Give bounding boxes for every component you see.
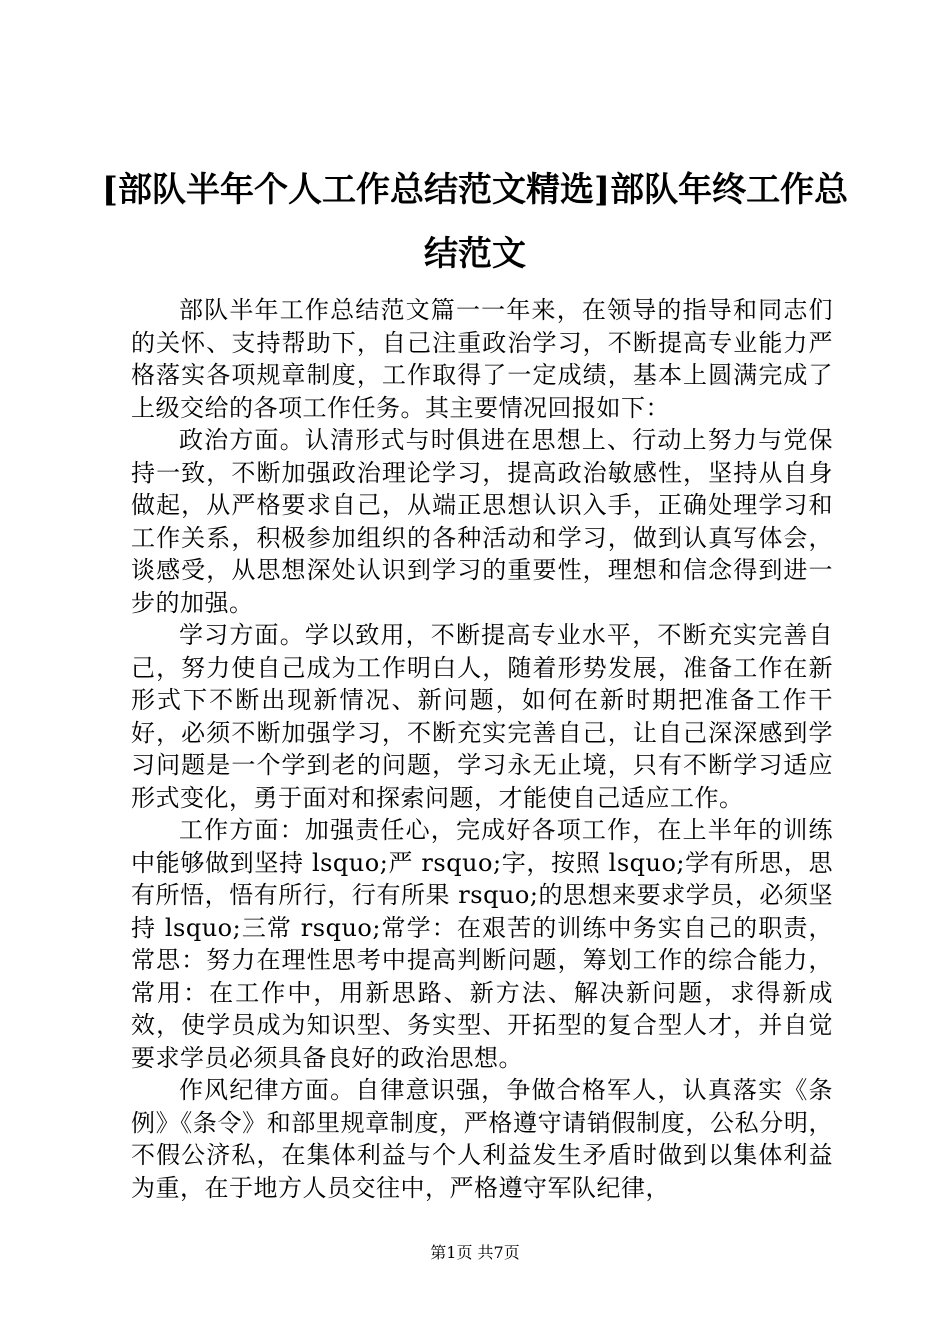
paragraph-discipline: 作风纪律方面。自律意识强，争做合格军人，认真落实《条例》《条令》和部里规章制度，严格遵守请销假制度，公私分明，不假公济私，在集体利益与个人利益发生矛盾时做到以集体利益为重，在于地方人员交往中，严格遵守军队纪律， <box>131 1076 833 1202</box>
document-title: [部队半年个人工作总结范文精选]部队年终工作总结范文 <box>101 170 849 274</box>
paragraph-intro: 部队半年工作总结范文篇一一年来，在领导的指导和同志们的关怀、支持帮助下，自己注重政治学习，不断提高专业能力严格落实各项规章制度，工作取得了一定成绩，基本上圆满完成了上级交给的各项工作任务。其主要情况回报如下： <box>131 296 833 422</box>
paragraph-work: 工作方面：加强责任心，完成好各项工作，在上半年的训练中能够做到坚持 lsquo;严 rsquo;字，按照 lsquo;学有所思，思有所悟，悟有所行，行有所果 rsquo;的思想来要求学员，必须坚持 lsquo;三常 rsquo;常学：在艰苦的训练中务实自己的职责，常思：努力在理性思考中提高判断问题，筹划工作的综合能力，常用：在工作中，用新思路、新方法、解决新问题，求得新成效，使学员成为知识型、务实型、开拓型的复合型人才，并自觉要求学员必须具备良好的政治思想。 <box>131 816 833 1072</box>
paragraph-study: 学习方面。学以致用，不断提高专业水平，不断充实完善自己，努力使自己成为工作明白人，随着形势发展，准备工作在新形式下不断出现新情况、新问题，如何在新时期把准备工作干好，必须不断加强学习，不断充实完善自己，让自己深深感到学习问题是一个学到老的问题，学习永无止境，只有不断学习适应形式变化，勇于面对和探索问题，才能使自己适应工作。 <box>131 621 833 812</box>
document-body <box>131 294 833 1204</box>
paragraph-politics: 政治方面。认清形式与时俱进在思想上、行动上努力与党保持一致，不断加强政治理论学习，提高政治敏感性，坚持从自身做起，从严格要求自己，从端正思想认识入手，正确处理学习和工作关系，积极参加组织的各种活动和学习，做到认真写体会，谈感受，从思想深处认识到学习的重要性，理想和信念得到进一步的加强。 <box>131 426 833 617</box>
page-footer: 第1页 共7页 <box>430 1243 520 1262</box>
